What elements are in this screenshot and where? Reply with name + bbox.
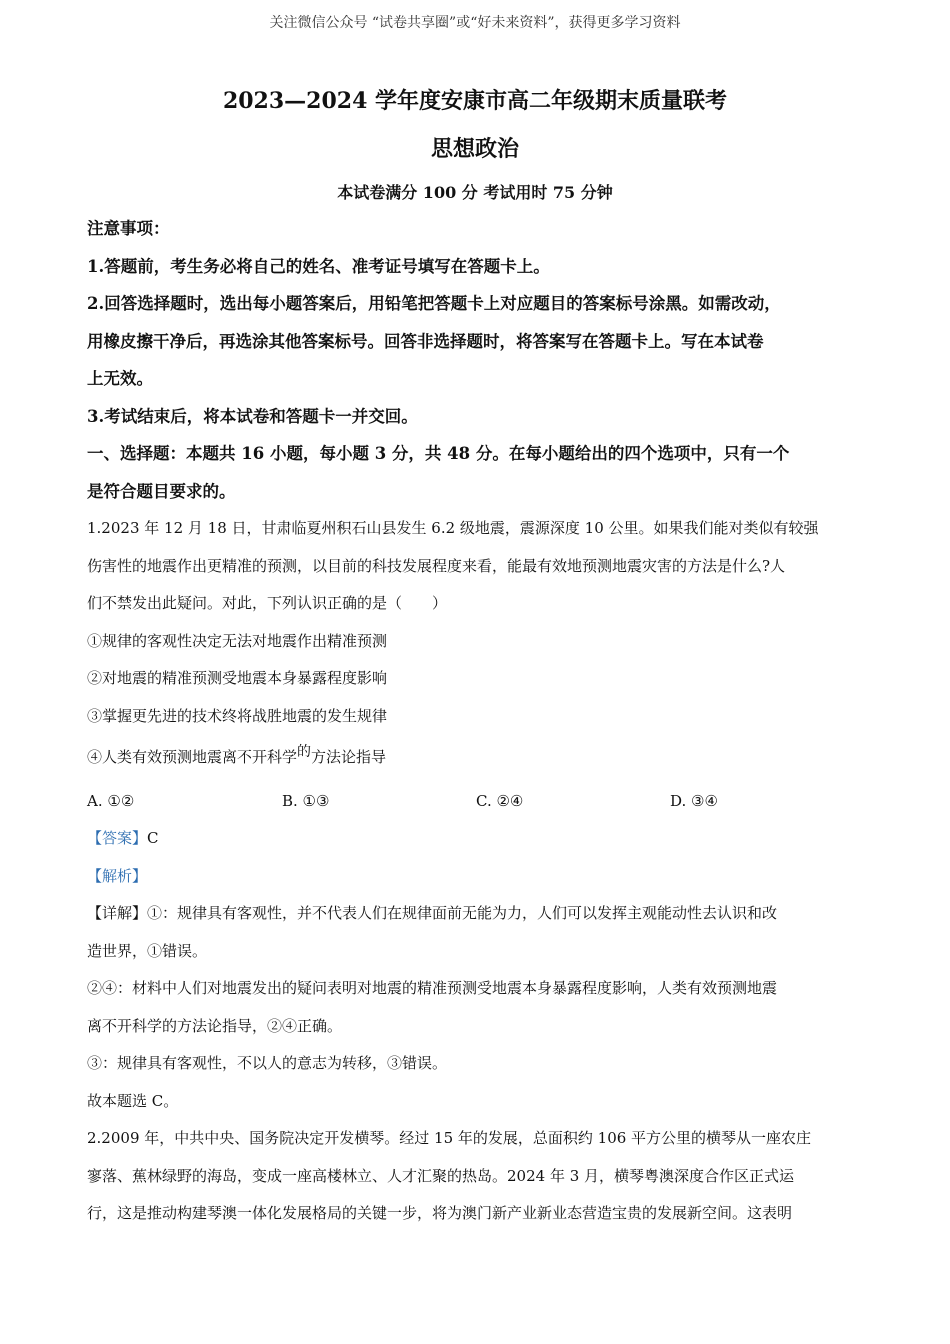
q1-statement-3: ③掌握更先进的技术终将战胜地震的发生规律	[87, 706, 388, 725]
q1-stem-line-1: 1.2023 年 12 月 18 日，甘肃临夏州积石山县发生 6.2 级地震，震源深度 10 公里。如果我们能对类似有较强	[87, 519, 819, 537]
q1-detail-line-4: 离不开科学的方法论指导，②④正确。	[87, 1016, 343, 1035]
q1-solution	[87, 820, 867, 1120]
q1-option-d: D. ③④	[670, 792, 718, 810]
q1-answer	[87, 820, 867, 858]
q1-stem-line-2: 伤害性的地震作出更精准的预测，以目前的科技发展程度来看，能最有效地预测地震灾害的方法是什么?人	[87, 556, 786, 575]
exam-title: 2023—2024 学年度安康市高二年级期末质量联考	[222, 88, 728, 114]
q1-stem-line-3: 们不禁发出此疑问。对此，下列认识正确的是（ ）	[87, 594, 448, 612]
analysis-label: 【解析】	[87, 866, 148, 885]
exam-info: 本试卷满分 100 分 考试用时 75 分钟	[337, 183, 613, 202]
q1-detail-line-5: ③：规律具有客观性，不以人的意志为转移，③错误。	[87, 1054, 448, 1072]
q1-detail-line-1	[87, 895, 867, 933]
notice-section	[87, 210, 867, 510]
q1-detail-line-2: 造世界，①错误。	[87, 941, 208, 960]
answer-value: C	[147, 829, 159, 847]
q1-statement-2: ②对地震的精准预测受地震本身暴露程度影响	[87, 669, 388, 687]
notice-heading: 注意事项：	[87, 219, 170, 238]
q1-option-c: C. ②④	[476, 792, 524, 810]
notice-item-2-line-3: 上无效。	[87, 369, 153, 388]
section-heading-line-1: 一、选择题：本题共 16 小题，每小题 3 分，共 48 分。在每小题给出的四个选项中，只有一个	[87, 444, 790, 463]
q1-statement-4	[87, 735, 867, 780]
q2-line-1: 2.2009 年，中共中央、国务院决定开发横琴。经过 15 年的发展，总面积约 106 平方公里的横琴从一座农庄	[87, 1129, 812, 1147]
notice-item-2-line-1: 2.回答选择题时，选出每小题答案后，用铅笔把答题卡上对应题目的答案标号涂黑。如需改动，	[87, 294, 781, 313]
q1-detail-line-3: ②④：材料中人们对地震发出的疑问表明对地震的精准预测受地震本身暴露程度影响，人类有效预测地震	[87, 979, 778, 997]
q2-line-2: 寥落、蕉林绿野的海岛，变成一座高楼林立、人才汇聚的热岛。2024 年 3 月，横琴粤澳深度合作区正式运	[87, 1166, 795, 1185]
question-2	[87, 1120, 867, 1233]
answer-label: 【答案】	[87, 829, 148, 847]
subject-title: 思想政治	[430, 136, 519, 162]
q1-statement-1: ①规律的客观性决定无法对地震作出精准预测	[87, 631, 388, 650]
notice-item-3: 3.考试结束后，将本试卷和答题卡一并交回。	[87, 406, 418, 426]
section-heading-line-2: 是符合题目要求的。	[87, 481, 236, 501]
q1-statement-4-superscript: 的	[297, 744, 312, 760]
detail-label: 【详解】	[87, 904, 148, 922]
q1-conclusion: 故本题选 C。	[87, 1091, 179, 1110]
header-note: 关注微信公众号 “试卷共享圈”或“好未来资料”，获得更多学习资料	[269, 15, 681, 31]
notice-item-2-line-2: 用橡皮擦干净后，再选涂其他答案标号。回答非选择题时，将答案写在答题卡上。写在本试卷	[87, 331, 764, 351]
detail-text-1: ①：规律具有客观性，并不代表人们在规律面前无能为力，人们可以发挥主观能动性去认识和改	[147, 904, 778, 922]
question-1	[87, 510, 867, 780]
q2-line-3: 行，这是推动构建琴澳一体化发展格局的关键一步，将为澳门新产业新业态营造宝贵的发展新空间。这表明	[87, 1204, 793, 1222]
q1-statement-4-part-a: ④人类有效预测地震离不开科学	[87, 748, 298, 766]
q1-option-b: B. ①③	[282, 792, 330, 810]
q1-option-a: A. ①②	[87, 792, 135, 810]
q1-statement-4-part-b: 方法论指导	[311, 748, 387, 766]
notice-item-1: 1.答题前，考生务必将自己的姓名、准考证号填写在答题卡上。	[87, 256, 550, 276]
